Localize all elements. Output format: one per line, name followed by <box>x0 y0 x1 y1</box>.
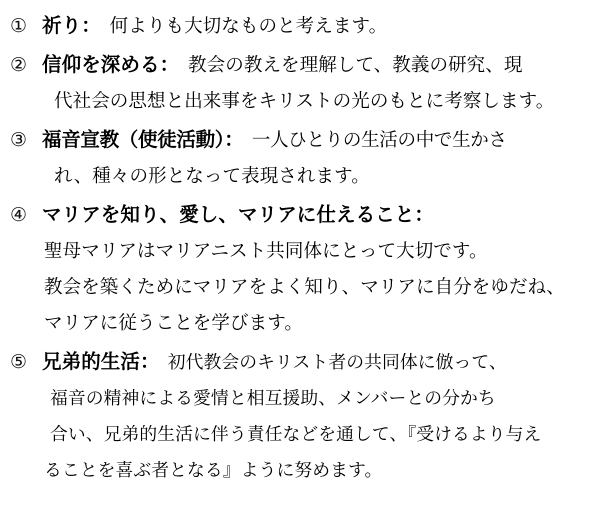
list-marker: ⑤ <box>10 351 28 373</box>
list-item-first-line <box>36 47 590 84</box>
list-item <box>10 344 590 489</box>
item-heading: 福音宣教（使徒活動）： <box>42 128 234 151</box>
list-marker: ② <box>10 54 28 76</box>
item-line: 聖母マリアはマリアニスト共同体にとって大切です。 <box>44 241 488 262</box>
item-heading-rest: 初代教会のキリスト者の共同体に倣って、 <box>149 352 507 373</box>
item-line: 福音の精神による愛情と相互援助、メンバーとの分かち <box>50 388 496 409</box>
list-item-body <box>36 8 590 45</box>
list-item-first-line <box>36 197 590 234</box>
list-item <box>10 47 590 120</box>
list-item <box>10 197 590 342</box>
list-item <box>10 122 590 195</box>
item-heading: マリアを知り、愛し、マリアに仕えること： <box>42 203 435 226</box>
list-item-first-line <box>36 344 590 381</box>
list-item-body <box>36 122 590 195</box>
item-line: 代社会の思想と出来事をキリストの光のもとに考察します。 <box>54 91 555 112</box>
list-item-first-line <box>36 8 590 45</box>
list-item-body <box>36 197 590 342</box>
list-item-body <box>36 344 590 489</box>
item-line: ることを喜ぶ者となる』ように努めます。 <box>44 460 383 481</box>
item-line: 合い、兄弟的生活に伴う責任などを通して、『受けるより与え <box>50 424 542 445</box>
list-item <box>10 8 590 45</box>
list-marker: ④ <box>10 204 28 226</box>
list-item-body <box>36 47 590 120</box>
list-item-first-line <box>36 122 590 159</box>
item-line: マリアに従うことを学びます。 <box>44 313 303 334</box>
item-heading-rest: 何よりも大切なものと考えます。 <box>91 16 388 37</box>
list-marker: ① <box>10 15 28 37</box>
item-heading: 祈り： <box>42 14 92 37</box>
item-line: れ、種々の形となって表現されます。 <box>54 166 370 187</box>
item-heading: 兄弟的生活： <box>42 350 150 373</box>
item-heading-rest: 教会の教えを理解して、教義の研究、現 <box>169 55 523 76</box>
item-heading-rest: 一人ひとりの生活の中で生かさ <box>233 130 507 151</box>
item-heading: 信仰を深める： <box>42 53 170 76</box>
item-line: 教会を築くためにマリアをよく知り、マリアに自分をゆだね、 <box>44 277 565 298</box>
list-marker: ③ <box>10 129 28 151</box>
